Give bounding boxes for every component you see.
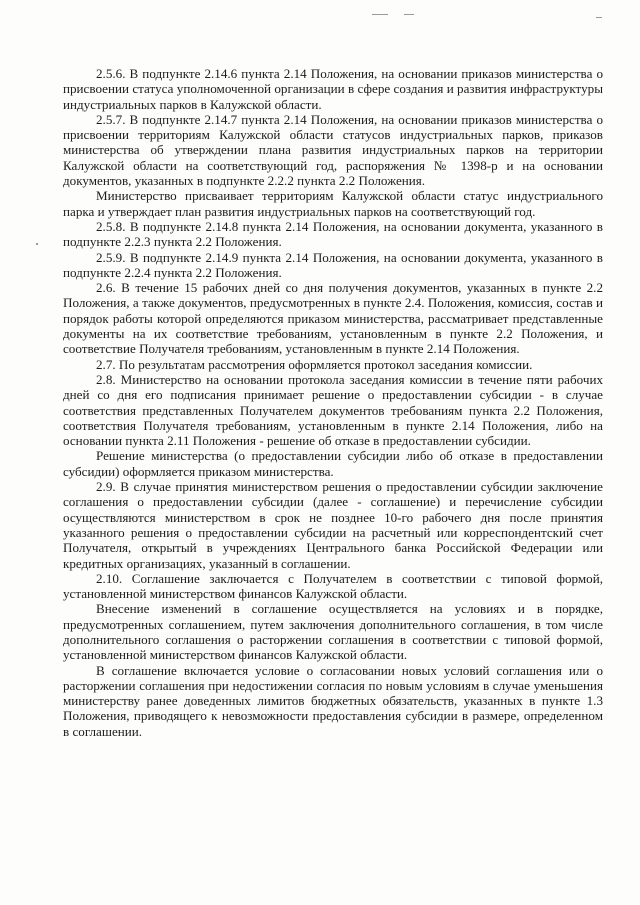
scan-artifact [404,14,414,15]
paragraph: 2.5.8. В подпункте 2.14.8 пункта 2.14 Положения, на основании документа, указанного в подпункте 2.2.3 пункта 2.2 Положения. [63,218,603,250]
paragraph: Внесение изменений в соглашение осуществляется на условиях и в порядке, предусмотренных соглашением, путем заключения дополнительного соглашения, в том числе дополнительного соглашения о расторжении соглашения в соответствии с типовой формой, установленной министерством финансов Калужской области. [63,601,603,663]
scan-artifact [36,243,38,245]
paragraph: 2.6. В течение 15 рабочих дней со дня получения документов, указанных в пункте 2.2 Положения, а также документов, предусмотренных в пункте 2.4. Положения, комиссия, состав и порядок работы которой определяются приказом министерства, рассматривает представленные документы на их соответствие требованиям, установленным в пункте 2.2 Положения, и соответствие Получателя требованиям, установленным в пункте 2.14 Положения. [63,280,603,357]
paragraph: 2.9. В случае принятия министерством решения о предоставлении субсидии заключение соглашения о предоставлении субсидии (далее - соглашение) и перечисление субсидии осуществляются министерством в срок не позднее 10-го рабочего дня после принятия указанного решения о предоставлении субсидии на расчетный или корреспондентский счет Получателя, открытый в учреждениях Центрального банка Российской Федерации или кредитных организациях, указанный в соглашении. [63,479,603,571]
paragraph: Решение министерства (о предоставлении субсидии либо об отказе в предоставлении субсидии) оформляется приказом министерства. [63,448,603,479]
paragraph: В соглашение включается условие о согласовании новых условий соглашения или о расторжении соглашения при недостижении согласия по новым условиям в случае уменьшения министерству ранее доведенных лимитов бюджетных обязательств, указанных в пункте 1.3 Положения, приводящего к невозможности предоставления субсидии в размере, определенном в соглашении. [63,662,603,739]
paragraph: Министерство присваивает территориям Калужской области статус индустриального парка и утверждает план развития индустриальных парков на соответствующий год. [63,188,603,219]
paragraph: 2.10. Соглашение заключается с Получателем в соответствии с типовой формой, установленной министерством финансов Калужской области. [63,570,603,602]
paragraph: 2.7. По результатам рассмотрения оформляется протокол заседания комиссии. [96,356,533,372]
paragraph: 2.5.9. В подпункте 2.14.9 пункта 2.14 Положения, на основании документа, указанного в подпункте 2.2.4 пункта 2.2 Положения. [63,249,603,280]
scan-artifact [372,14,388,15]
scan-artifact [596,17,602,18]
paragraph: 2.8. Министерство на основании протокола заседания комиссии в течение пяти рабочих дней со дня его подписания принимает решение о предоставлении субсидии - в случае соответствия представленных Получателем документов требованиям пункта 2.2 Положения, соответствия Получателя требованиям, установленным в пункте 2.14 Положения, либо на основании пункта 2.11 Положения - решение об отказе в предоставлении субсидии. [63,371,603,449]
paragraph: 2.5.7. В подпункте 2.14.7 пункта 2.14 Положения, на основании приказов министерства о присвоении территориям Калужской области статусов индустриальных парков, приказов министерства об утверждении плана развития индустриальных парков на территории Калужской области на соответствующий год, распоряжения № 1398-р и на основании документов, указанных в подпункте 2.2.2 пункта 2.2 Положения. [63,111,603,189]
paragraph: 2.5.6. В подпункте 2.14.6 пункта 2.14 Положения, на основании приказов министерства о присвоении статуса уполномоченной организации в сфере создания и развития инфраструктуры индустриальных парков в Калужской области. [63,66,603,112]
document-text [63,66,603,739]
